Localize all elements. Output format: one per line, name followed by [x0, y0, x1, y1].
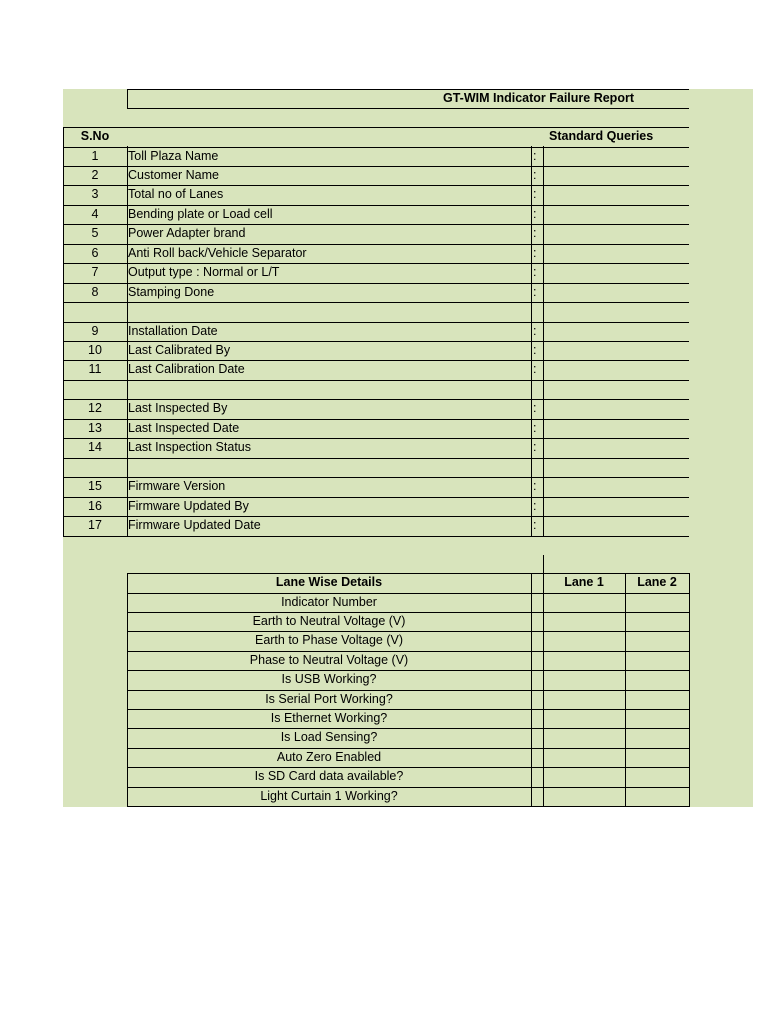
row-sno: 2 — [91, 168, 99, 182]
row-label: Output type : Normal or L/T — [128, 265, 280, 279]
row-label: Last Calibration Date — [128, 362, 245, 376]
row-sno: 11 — [88, 362, 102, 376]
row-label: Customer Name — [128, 168, 219, 182]
row-label: Last Inspected By — [128, 401, 228, 415]
row-sno — [63, 380, 127, 399]
title-bottom-border — [127, 108, 689, 109]
lane-row-label: Is USB Working? — [281, 672, 377, 686]
row-sno: 15 — [88, 479, 102, 493]
row-sno: 1 — [91, 149, 99, 163]
row-sno: 6 — [91, 246, 99, 260]
row-label: Firmware Updated By — [128, 499, 249, 513]
row-colon: : — [533, 226, 537, 240]
row-label: Firmware Version — [128, 479, 226, 493]
row-label: Power Adapter brand — [128, 226, 246, 240]
row-sno: 17 — [88, 518, 102, 532]
row-sno: 5 — [91, 226, 99, 240]
lane-row-label: Earth to Neutral Voltage (V) — [252, 614, 406, 628]
row-colon: : — [533, 149, 537, 163]
row-label: Firmware Updated Date — [128, 518, 261, 532]
row-label: Last Inspected Date — [128, 421, 240, 435]
row-sno: 14 — [88, 440, 102, 454]
row-sno: 10 — [88, 343, 102, 357]
lane-row-label: Is Ethernet Working? — [270, 711, 388, 725]
row-label: Installation Date — [128, 324, 218, 338]
column-border — [127, 146, 128, 537]
row-colon: : — [533, 168, 537, 182]
title-left-border — [127, 89, 128, 109]
row-colon: : — [533, 246, 537, 260]
row-colon: : — [533, 518, 537, 532]
lane-row-label: Indicator Number — [281, 595, 377, 609]
row-label: Last Inspection Status — [128, 440, 251, 454]
lane-column-border — [625, 573, 626, 807]
lane-table-bottom-border — [127, 806, 690, 807]
row-border — [63, 458, 689, 459]
header-sno: S.No — [80, 129, 110, 143]
lane-header-lane2: Lane 2 — [637, 575, 677, 589]
lane-column-border — [543, 573, 544, 807]
row-colon: : — [533, 207, 537, 221]
row-sno: 16 — [88, 499, 102, 513]
row-label: Total no of Lanes — [128, 187, 224, 201]
row-sno: 3 — [91, 187, 99, 201]
row-colon: : — [533, 265, 537, 279]
lane-header-lane1: Lane 1 — [564, 575, 604, 589]
header-standard-queries: Standard Queries — [549, 129, 654, 143]
lane-row-label: Is SD Card data available? — [254, 769, 404, 783]
lane-row-label: Is Serial Port Working? — [265, 692, 393, 706]
lane-row-label: Earth to Phase Voltage (V) — [254, 633, 403, 647]
lane-row-label: Auto Zero Enabled — [276, 750, 382, 764]
lane-column-border — [127, 573, 128, 807]
lane-header-details: Lane Wise Details — [275, 575, 383, 589]
row-colon: : — [533, 285, 537, 299]
lane-row-label: Light Curtain 1 Working? — [260, 789, 398, 803]
row-label: Anti Roll back/Vehicle Separator — [128, 246, 307, 260]
lane-row-label: Phase to Neutral Voltage (V) — [249, 653, 409, 667]
row-sno: 9 — [91, 324, 99, 338]
row-border — [63, 380, 689, 381]
row-colon: : — [533, 343, 537, 357]
row-sno: 8 — [91, 285, 99, 299]
row-label: Bending plate or Load cell — [128, 207, 273, 221]
row-colon: : — [533, 324, 537, 338]
row-colon: : — [533, 440, 537, 454]
row-sno: 7 — [91, 265, 99, 279]
row-sno: 13 — [88, 421, 102, 435]
row-colon: : — [533, 187, 537, 201]
row-border — [63, 302, 689, 303]
row-colon: : — [533, 499, 537, 513]
row-sno — [63, 458, 127, 477]
row-colon: : — [533, 401, 537, 415]
lane-row-label: Is Load Sensing? — [280, 730, 378, 744]
row-colon: : — [533, 421, 537, 435]
row-sno: 12 — [88, 401, 102, 415]
report-title: GT-WIM Indicator Failure Report — [443, 91, 634, 105]
row-sno: 4 — [91, 207, 99, 221]
column-border — [543, 146, 544, 537]
column-border — [63, 127, 64, 537]
table-bottom-border — [63, 536, 689, 537]
row-label: Last Calibrated By — [128, 343, 231, 357]
row-colon: : — [533, 479, 537, 493]
row-colon: : — [533, 362, 537, 376]
row-sno — [63, 302, 127, 321]
row-label: Stamping Done — [128, 285, 215, 299]
column-border — [531, 146, 532, 537]
lane-divider-stub — [543, 555, 544, 573]
row-label: Toll Plaza Name — [128, 149, 219, 163]
lane-column-border — [689, 573, 690, 807]
lane-column-border — [531, 573, 532, 807]
